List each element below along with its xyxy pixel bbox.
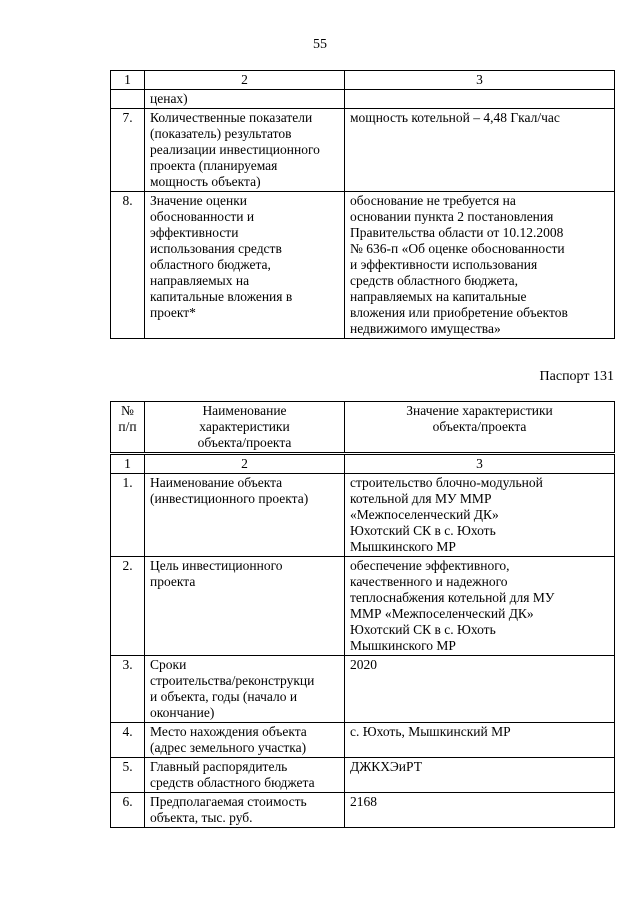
passport-table [110,401,615,828]
table-row [111,474,615,557]
table-row [111,90,615,109]
row-number: 7. [111,109,145,192]
header-number: № п/п [111,402,145,454]
row-name: Наименование объекта (инвестиционного проекта) [145,474,345,557]
column-number: 3 [345,71,615,90]
column-number: 1 [111,71,145,90]
row-value: ДЖКХЭиРТ [345,758,615,793]
row-number: 5. [111,758,145,793]
row-name: Место нахождения объекта (адрес земельного участка) [145,723,345,758]
header-row [111,402,615,454]
row-number: 4. [111,723,145,758]
column-number: 3 [345,454,615,474]
row-value: обоснование не требуется на основании пункта 2 постановления Правительства области от 10.12.2008 № 636-п «Об оценке обоснованности и эффективности использования средств областного бюджета, направляемых на капитальные вложения или приобретение объектов недвижимого имущества» [345,192,615,339]
column-number: 1 [111,454,145,474]
table-row [111,656,615,723]
column-number: 2 [145,454,345,474]
row-name: Количественные показатели (показатель) результатов реализации инвестиционного проекта (планируемая мощность объекта) [145,109,345,192]
column-number-row [111,71,615,90]
table-row [111,192,615,339]
continuation-table [110,70,615,339]
column-number-row [111,454,615,474]
table-row [111,758,615,793]
row-value: строительство блочно-модульной котельной для МУ ММР «Межпоселенческий ДК» Юхотский СК в с. Юхоть Мышкинского МР [345,474,615,557]
row-name: Цель инвестиционного проекта [145,557,345,656]
row-value: с. Юхоть, Мышкинский МР [345,723,615,758]
column-number: 2 [145,71,345,90]
row-value [345,90,615,109]
page-number: 55 [313,37,327,52]
row-name: Значение оценки обоснованности и эффективности использования средств областного бюджета, направляемых на капитальные вложения в проект* [145,192,345,339]
row-number [111,90,145,109]
row-number: 2. [111,557,145,656]
row-name: ценах) [145,90,345,109]
row-value: обеспечение эффективного, качественного и надежного теплоснабжения котельной для МУ ММР «Межпоселенческий ДК» Юхотский СК в с. Юхоть Мышкинского МР [345,557,615,656]
table-row [111,793,615,828]
row-number: 8. [111,192,145,339]
row-value: мощность котельной – 4,48 Гкал/час [345,109,615,192]
row-number: 3. [111,656,145,723]
row-name: Главный распорядитель средств областного бюджета [145,758,345,793]
passport-title: Паспорт 131 [539,369,614,384]
row-value: 2168 [345,793,615,828]
header-name: Наименование характеристики объекта/проекта [145,402,345,454]
table-row [111,109,615,192]
row-value: 2020 [345,656,615,723]
row-name: Сроки строительства/реконструкци и объекта, годы (начало и окончание) [145,656,345,723]
row-name: Предполагаемая стоимость объекта, тыс. руб. [145,793,345,828]
row-number: 6. [111,793,145,828]
header-value: Значение характеристики объекта/проекта [345,402,615,454]
table-row [111,557,615,656]
table-row [111,723,615,758]
row-number: 1. [111,474,145,557]
